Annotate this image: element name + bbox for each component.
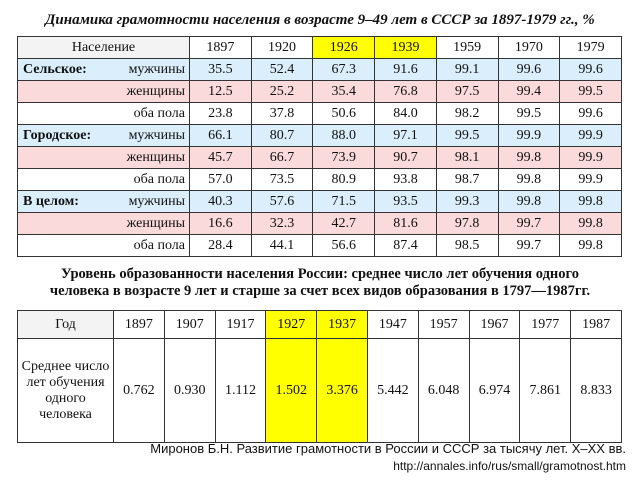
sex-label: оба пола <box>133 172 185 187</box>
value-cell: 28.4 <box>190 235 252 257</box>
row-label-cell <box>18 169 190 191</box>
table-row <box>18 191 622 213</box>
header-cell: 1897 <box>190 37 252 59</box>
value-cell: 88.0 <box>313 125 375 147</box>
value-cell: 90.7 <box>375 147 437 169</box>
sex-label: мужчины <box>128 194 185 209</box>
value-cell: 23.8 <box>190 103 252 125</box>
value-cell: 99.4 <box>498 81 560 103</box>
value-cell: 93.8 <box>375 169 437 191</box>
row-label-cell <box>18 147 190 169</box>
value-cell: 6.048 <box>418 339 469 443</box>
sex-label: женщины <box>126 150 185 165</box>
table-row <box>18 81 622 103</box>
sex-label: женщины <box>126 216 185 231</box>
value-cell: 66.1 <box>190 125 252 147</box>
value-cell: 45.7 <box>190 147 252 169</box>
value-cell: 99.8 <box>560 191 622 213</box>
value-cell: 99.8 <box>560 235 622 257</box>
value-cell: 99.9 <box>560 147 622 169</box>
value-cell: 99.8 <box>560 213 622 235</box>
table-row <box>18 235 622 257</box>
value-cell: 99.9 <box>560 169 622 191</box>
value-cell: 1.112 <box>215 339 266 443</box>
header-cell: 1926 <box>313 37 375 59</box>
sex-label: оба пола <box>133 238 185 253</box>
value-cell: 98.7 <box>436 169 498 191</box>
value-cell: 44.1 <box>251 235 313 257</box>
header-cell: 1907 <box>164 311 215 339</box>
header-cell: 1920 <box>251 37 313 59</box>
sex-label: женщины <box>126 84 185 99</box>
value-cell: 99.6 <box>498 59 560 81</box>
value-cell: 80.7 <box>251 125 313 147</box>
value-cell: 93.5 <box>375 191 437 213</box>
value-cell: 52.4 <box>251 59 313 81</box>
value-cell: 57.0 <box>190 169 252 191</box>
header-cell: 1979 <box>560 37 622 59</box>
row-label-cell <box>18 81 190 103</box>
value-cell: 71.5 <box>313 191 375 213</box>
value-cell: 7.861 <box>520 339 571 443</box>
value-cell: 42.7 <box>313 213 375 235</box>
table2-title <box>0 266 640 300</box>
value-cell: 98.2 <box>436 103 498 125</box>
table-row <box>18 169 622 191</box>
value-cell: 91.6 <box>375 59 437 81</box>
value-cell: 87.4 <box>375 235 437 257</box>
table-header-row <box>18 37 622 59</box>
value-cell: 99.5 <box>498 103 560 125</box>
value-cell: 1.502 <box>266 339 317 443</box>
value-cell: 98.1 <box>436 147 498 169</box>
table-row <box>18 59 622 81</box>
value-cell: 84.0 <box>375 103 437 125</box>
value-cell: 35.4 <box>313 81 375 103</box>
value-cell: 80.9 <box>313 169 375 191</box>
header-cell: 1939 <box>375 37 437 59</box>
row-label-cell <box>18 191 190 213</box>
header-cell: 1970 <box>498 37 560 59</box>
row-label-cell <box>18 125 190 147</box>
header-cell: 1977 <box>520 311 571 339</box>
value-cell: 99.9 <box>498 125 560 147</box>
header-cell: 1947 <box>367 311 418 339</box>
table1-title: Динамика грамотности населения в возрасте 9–49 лет в СССР за 1897-1979 гг., % <box>45 12 595 28</box>
value-cell: 99.7 <box>498 213 560 235</box>
row-label-cell: Среднее число лет обучения одного человека <box>18 339 114 443</box>
population-group-label: Городское: <box>23 128 92 143</box>
population-group-label: Сельское: <box>23 62 87 77</box>
value-cell: 0.762 <box>114 339 165 443</box>
value-cell: 73.5 <box>251 169 313 191</box>
header-cell: 1937 <box>317 311 368 339</box>
value-cell: 5.442 <box>367 339 418 443</box>
value-cell: 12.5 <box>190 81 252 103</box>
sex-label: оба пола <box>133 106 185 121</box>
population-group-label: В целом: <box>23 194 79 209</box>
value-cell: 66.7 <box>251 147 313 169</box>
table-header-row <box>18 311 622 339</box>
header-cell: 1897 <box>114 311 165 339</box>
value-cell: 99.7 <box>498 235 560 257</box>
table2-title-line2: человека в возрасте 9 лет и старше за счет всех видов образования в 1797—1987гг. <box>49 283 591 299</box>
table-row <box>18 213 622 235</box>
value-cell: 67.3 <box>313 59 375 81</box>
header-cell: 1957 <box>418 311 469 339</box>
table-row <box>18 103 622 125</box>
row-label-cell <box>18 213 190 235</box>
value-cell: 25.2 <box>251 81 313 103</box>
header-cell: 1987 <box>571 311 622 339</box>
sex-label: мужчины <box>128 62 185 77</box>
row-label-cell <box>18 59 190 81</box>
value-cell: 40.3 <box>190 191 252 213</box>
value-cell: 99.8 <box>498 147 560 169</box>
value-cell: 8.833 <box>571 339 622 443</box>
value-cell: 99.5 <box>560 81 622 103</box>
value-cell: 50.6 <box>313 103 375 125</box>
header-cell: 1917 <box>215 311 266 339</box>
sex-label: мужчины <box>128 128 185 143</box>
value-cell: 37.8 <box>251 103 313 125</box>
value-cell: 32.3 <box>251 213 313 235</box>
value-cell: 16.6 <box>190 213 252 235</box>
value-cell: 0.930 <box>164 339 215 443</box>
value-cell: 76.8 <box>375 81 437 103</box>
value-cell: 35.5 <box>190 59 252 81</box>
header-cell: 1927 <box>266 311 317 339</box>
value-cell: 97.1 <box>375 125 437 147</box>
row-label-cell <box>18 103 190 125</box>
table-row <box>18 339 622 443</box>
value-cell: 99.9 <box>560 125 622 147</box>
value-cell: 6.974 <box>469 339 520 443</box>
value-cell: 97.5 <box>436 81 498 103</box>
table-row <box>18 125 622 147</box>
value-cell: 99.5 <box>436 125 498 147</box>
literacy-table <box>17 36 622 257</box>
value-cell: 3.376 <box>317 339 368 443</box>
value-cell: 99.6 <box>560 59 622 81</box>
table-row <box>18 147 622 169</box>
source-citation: Миронов Б.Н. Развитие грамотности в России и СССР за тысячу лет. X–XX вв. <box>150 441 626 456</box>
value-cell: 81.6 <box>375 213 437 235</box>
value-cell: 97.8 <box>436 213 498 235</box>
header-cell: Население <box>18 37 190 59</box>
table2-title-line1: Уровень образованности населения России: среднее число лет обучения одного <box>61 266 579 282</box>
header-cell: Год <box>18 311 114 339</box>
value-cell: 99.8 <box>498 169 560 191</box>
row-label-cell <box>18 235 190 257</box>
header-cell: 1959 <box>436 37 498 59</box>
value-cell: 98.5 <box>436 235 498 257</box>
value-cell: 99.8 <box>498 191 560 213</box>
value-cell: 99.6 <box>560 103 622 125</box>
value-cell: 99.3 <box>436 191 498 213</box>
value-cell: 56.6 <box>313 235 375 257</box>
value-cell: 57.6 <box>251 191 313 213</box>
value-cell: 73.9 <box>313 147 375 169</box>
education-years-table <box>17 310 622 443</box>
header-cell: 1967 <box>469 311 520 339</box>
value-cell: 99.1 <box>436 59 498 81</box>
source-url[interactable]: http://annales.info/rus/small/gramotnost.htm <box>393 459 626 473</box>
